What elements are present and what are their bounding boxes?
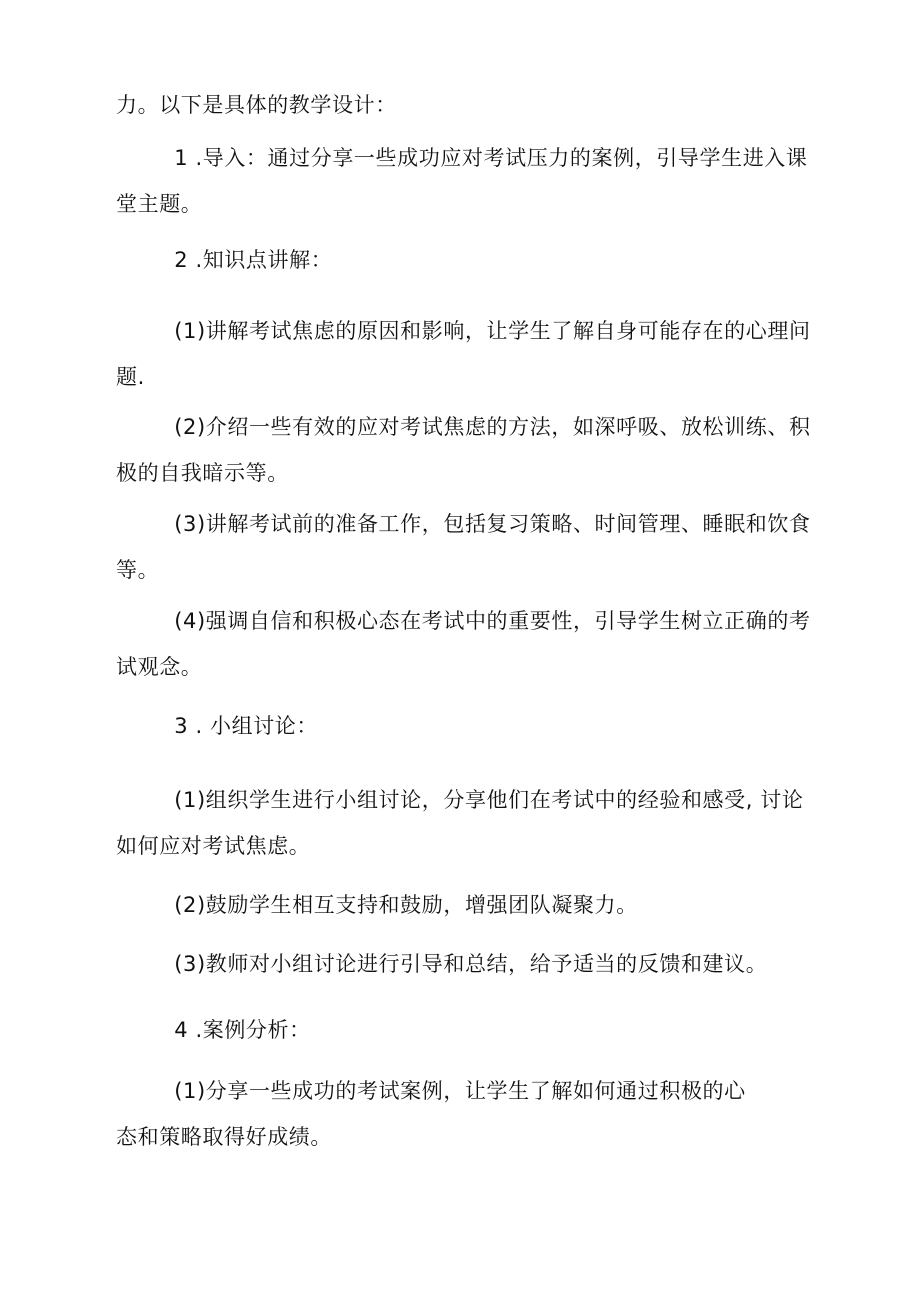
item-1-introduction: 1 .导入：通过分享一些成功应对考试压力的案例，引导学生进入课 堂主题。	[116, 146, 808, 216]
item-2-point-1: (1)讲解考试焦虑的原因和影响，让学生了解自身可能存在的心理问 题.	[116, 319, 811, 389]
item-3-point-1: (1)组织学生进行小组讨论，分享他们在考试中的经验和感受, 讨论 如何应对考试焦虑。	[116, 788, 804, 858]
item-3-heading: 3 . 小组讨论：	[116, 714, 318, 738]
item-3-point-3: (3)教师对小组讨论进行引导和总结，给予适当的反馈和建议。	[116, 952, 768, 976]
item-2-point-2: (2)介绍一些有效的应对考试焦虑的方法，如深呼吸、放松训练、积 极的自我暗示等。	[116, 415, 811, 485]
item-4-heading: 4 .案例分析：	[116, 1018, 311, 1042]
item-2-point-4: (4)强调自信和积极心态在考试中的重要性，引导学生树立正确的考 试观念。	[116, 609, 811, 679]
item-4-point-1-continuation: 态和策略取得好成绩。	[116, 1125, 332, 1149]
intro-continuation: 力。以下是具体的教学设计：	[116, 93, 397, 117]
item-2-heading: 2 .知识点讲解：	[116, 248, 333, 272]
item-2-point-3: (3)讲解考试前的准备工作，包括复习策略、时间管理、睡眠和饮食 等。	[116, 512, 811, 582]
item-3-point-2: (2)鼓励学生相互支持和鼓励，增强团队凝聚力。	[116, 893, 638, 917]
item-4-point-1: (1)分享一些成功的考试案例，让学生了解如何通过积极的心	[116, 1079, 746, 1103]
